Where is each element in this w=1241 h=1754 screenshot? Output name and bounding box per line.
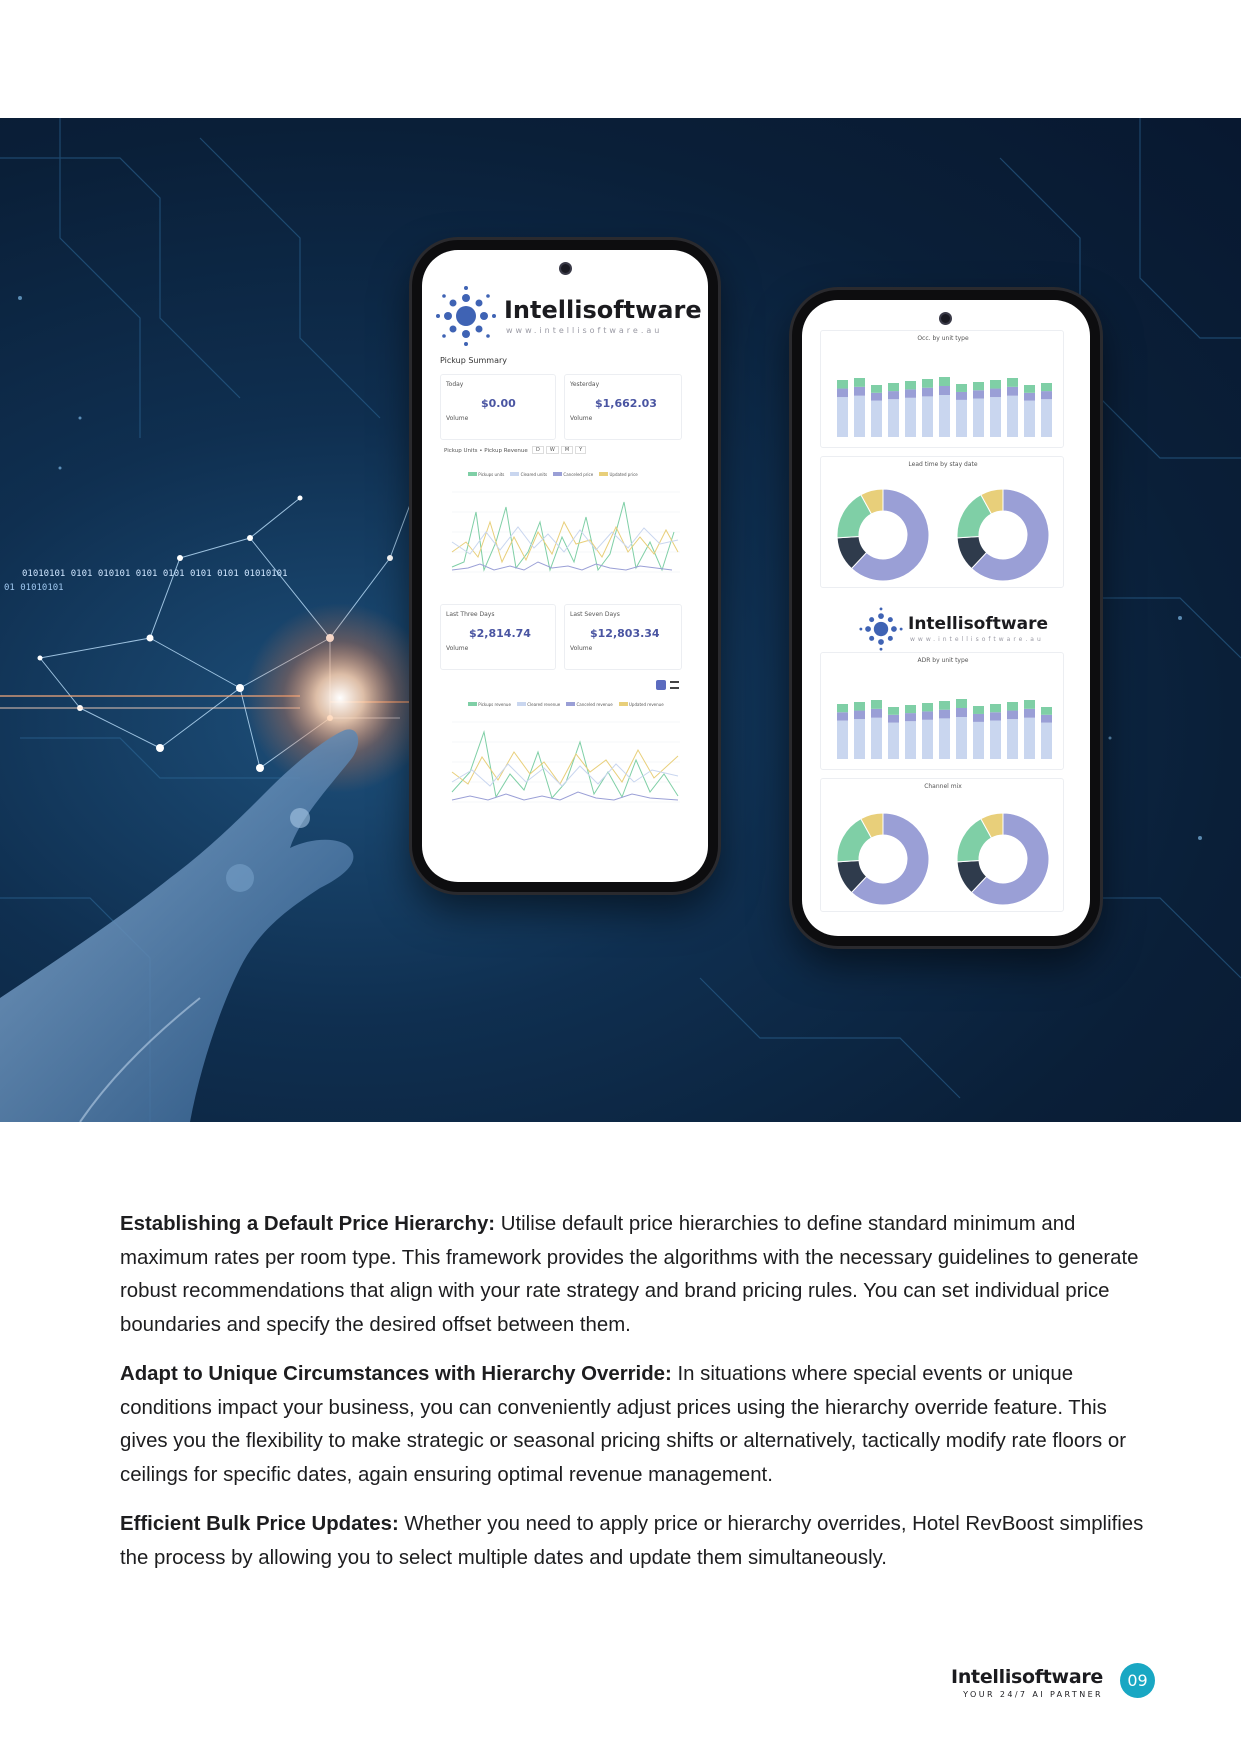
lead-time-chart-card bbox=[820, 456, 1064, 588]
bar-segment bbox=[905, 389, 916, 397]
paragraph-bulk-updates bbox=[120, 1508, 1150, 1575]
bar-segment bbox=[1007, 387, 1018, 396]
footer-brand bbox=[951, 1666, 1103, 1699]
legend-item: Pickups revenue bbox=[468, 702, 511, 707]
bar-segment bbox=[922, 720, 933, 759]
bar-segment bbox=[1007, 396, 1018, 437]
legend-item: Updated price bbox=[599, 472, 638, 477]
pickup-line-chart bbox=[440, 482, 690, 592]
bar-segment bbox=[1041, 723, 1052, 759]
chart1-legend bbox=[468, 472, 638, 477]
binary-text: 01010101 0101 010101 0101 0101 0101 0101 01010101 bbox=[22, 569, 288, 579]
bar-segment bbox=[973, 714, 984, 722]
legend-item: Canceled price bbox=[553, 472, 593, 477]
bar-segment bbox=[922, 711, 933, 719]
today-label: Today bbox=[446, 381, 464, 388]
channel-mix-donuts bbox=[829, 809, 1057, 909]
bar-segment bbox=[939, 386, 950, 395]
bar-segment bbox=[973, 390, 984, 398]
heading-default-hierarchy: Establishing a Default Price Hierarchy: bbox=[120, 1213, 496, 1235]
bar-segment bbox=[854, 719, 865, 759]
occ-chart-title: Occ. by unit type bbox=[917, 335, 969, 342]
bar-segment bbox=[1041, 383, 1052, 391]
bar-segment bbox=[1041, 715, 1052, 723]
bar-segment bbox=[1041, 399, 1052, 437]
bar-segment bbox=[1007, 378, 1018, 387]
seven-days-value: $12,803.34 bbox=[590, 627, 660, 640]
seven-days-label: Last Seven Days bbox=[570, 611, 620, 618]
camera-icon bbox=[939, 312, 952, 325]
bar-segment bbox=[956, 717, 967, 759]
chart1-title: Pickup Units • Pickup Revenue bbox=[444, 448, 528, 454]
chart-view-icon[interactable] bbox=[656, 680, 666, 690]
bar-segment bbox=[1041, 391, 1052, 399]
bar-segment bbox=[1024, 700, 1035, 709]
bar-segment bbox=[939, 395, 950, 437]
occ-chart-card bbox=[820, 330, 1064, 448]
footer-brand-name: Intellisoftware bbox=[951, 1666, 1103, 1688]
bar-segment bbox=[837, 712, 848, 720]
bar-segment bbox=[956, 392, 967, 400]
tab-week[interactable]: W bbox=[546, 446, 559, 454]
tab-year[interactable]: Y bbox=[575, 446, 586, 454]
body-text bbox=[120, 1208, 1150, 1591]
phone-mockup-left bbox=[412, 240, 718, 892]
adr-chart-card bbox=[820, 652, 1064, 770]
bar-segment bbox=[1041, 707, 1052, 715]
bar-segment bbox=[922, 379, 933, 388]
bar-segment bbox=[871, 718, 882, 759]
bar-segment bbox=[956, 384, 967, 392]
three-days-sub: Volume bbox=[446, 645, 469, 652]
lead-time-chart-title: Lead time by stay date bbox=[908, 461, 978, 468]
bar-segment bbox=[990, 397, 1001, 437]
text-bulk-updates: Whether you need to apply price or hierarchy overrides, Hotel RevBoost simplifies the process by allowing you to select multiple dates and update them simultaneously. bbox=[120, 1513, 1144, 1569]
bar-segment bbox=[854, 396, 865, 437]
bar-segment bbox=[1024, 718, 1035, 759]
bar-segment bbox=[973, 382, 984, 390]
yesterday-label: Yesterday bbox=[570, 381, 600, 388]
page-number-badge: 09 bbox=[1120, 1663, 1155, 1698]
yesterday-sub: Volume bbox=[570, 415, 593, 422]
bar-segment bbox=[939, 377, 950, 386]
text-default-hierarchy: Utilise default price hierarchies to define standard minimum and maximum rates per room type. This framework provides the algorithms with the necessary guidelines to generate robust recommendations that align with your rate strategy and brand pricing rules. You can set individual price boundaries and specify the desired offset between them. bbox=[120, 1213, 1139, 1336]
brand-url: www.intellisoftware.au bbox=[506, 326, 663, 335]
section-title: Pickup Summary bbox=[440, 356, 508, 365]
bar-segment bbox=[1024, 401, 1035, 437]
bar-segment bbox=[854, 387, 865, 396]
revenue-line-chart bbox=[440, 712, 690, 822]
phone-right-screen bbox=[802, 300, 1090, 936]
today-value: $0.00 bbox=[481, 397, 516, 410]
bar-segment bbox=[990, 704, 1001, 712]
bar-segment bbox=[871, 393, 882, 401]
legend-item: Pickups units bbox=[468, 472, 504, 477]
bar-segment bbox=[1024, 393, 1035, 401]
legend-item: Updated revenue bbox=[619, 702, 664, 707]
heading-bulk-updates: Efficient Bulk Price Updates: bbox=[120, 1513, 399, 1535]
brand-name: Intellisoftware bbox=[504, 296, 702, 324]
bar-segment bbox=[905, 721, 916, 759]
adr-bar-chart bbox=[827, 677, 1059, 767]
bar-segment bbox=[871, 385, 882, 393]
bar-segment bbox=[888, 715, 899, 723]
bar-segment bbox=[837, 721, 848, 760]
bar-segment bbox=[1007, 711, 1018, 720]
yesterday-value: $1,662.03 bbox=[595, 397, 657, 410]
camera-icon bbox=[559, 262, 572, 275]
bar-segment bbox=[973, 722, 984, 759]
heading-hierarchy-override: Adapt to Unique Circumstances with Hierarchy Override: bbox=[120, 1363, 672, 1385]
three-days-label: Last Three Days bbox=[446, 611, 495, 618]
bar-segment bbox=[956, 708, 967, 717]
three-days-value: $2,814.74 bbox=[469, 627, 531, 640]
phone-mockup-right bbox=[792, 290, 1100, 946]
bar-segment bbox=[1024, 709, 1035, 718]
legend-item: Cleared units bbox=[510, 472, 547, 477]
bar-segment bbox=[939, 718, 950, 759]
bar-segment bbox=[888, 707, 899, 715]
three-days-card bbox=[440, 604, 556, 670]
today-card bbox=[440, 374, 556, 440]
bar-segment bbox=[905, 398, 916, 437]
channel-mix-chart-card bbox=[820, 778, 1064, 912]
bar-segment bbox=[956, 699, 967, 708]
bar-segment bbox=[854, 378, 865, 387]
paragraph-default-hierarchy bbox=[120, 1208, 1150, 1342]
hero-image bbox=[0, 118, 1241, 1122]
robot-hand-graphic bbox=[0, 729, 358, 1122]
bar-segment bbox=[905, 713, 916, 721]
brand-name: Intellisoftware bbox=[908, 614, 1048, 634]
lead-time-donuts bbox=[829, 487, 1057, 585]
bar-segment bbox=[990, 712, 1001, 720]
bar-segment bbox=[939, 710, 950, 719]
bar-segment bbox=[837, 389, 848, 398]
bar-segment bbox=[973, 706, 984, 714]
bar-segment bbox=[922, 396, 933, 437]
seven-days-sub: Volume bbox=[570, 645, 593, 652]
bar-segment bbox=[837, 380, 848, 389]
bar-segment bbox=[990, 389, 1001, 398]
bar-segment bbox=[888, 399, 899, 437]
tab-month[interactable]: M bbox=[561, 446, 573, 454]
bar-segment bbox=[905, 381, 916, 389]
chart2-legend bbox=[468, 702, 664, 707]
phone-left-screen bbox=[422, 250, 708, 882]
bar-segment bbox=[871, 700, 882, 709]
intellisoftware-logo-icon bbox=[858, 606, 904, 652]
bar-segment bbox=[854, 702, 865, 711]
text-hierarchy-override: In situations where special events or unique conditions impact your business, you can conveniently adjust prices using the hierarchy override feature. This gives you the flexibility to make strategic or seasonal pricing shifts or alternatively, tactically modify rate floors or ceilings for specific dates, again ensuring optimal revenue management. bbox=[120, 1363, 1126, 1486]
table-view-icon[interactable] bbox=[670, 681, 679, 689]
paragraph-hierarchy-override bbox=[120, 1358, 1150, 1492]
bar-segment bbox=[922, 703, 933, 711]
binary-text-2: 01 01010101 bbox=[4, 583, 64, 593]
adr-chart-title: ADR by unit type bbox=[917, 657, 969, 664]
seven-days-card bbox=[564, 604, 682, 670]
channel-mix-chart-title: Channel mix bbox=[924, 783, 962, 790]
legend-item: Cleared revenue bbox=[517, 702, 560, 707]
bar-segment bbox=[1024, 385, 1035, 393]
bar-segment bbox=[990, 380, 1001, 389]
footer-tagline: YOUR 24/7 AI PARTNER bbox=[963, 1690, 1103, 1699]
bar-segment bbox=[837, 397, 848, 437]
bar-segment bbox=[837, 704, 848, 712]
bar-segment bbox=[956, 400, 967, 437]
bar-segment bbox=[854, 711, 865, 720]
bar-segment bbox=[888, 723, 899, 759]
bar-segment bbox=[939, 701, 950, 710]
bar-segment bbox=[922, 388, 933, 397]
bar-segment bbox=[871, 709, 882, 718]
bar-segment bbox=[905, 705, 916, 713]
bar-segment bbox=[888, 383, 899, 391]
chart1-period-tabs bbox=[532, 446, 586, 454]
intellisoftware-logo-icon bbox=[434, 284, 498, 348]
legend-item: Canceled revenue bbox=[566, 702, 612, 707]
today-sub: Volume bbox=[446, 415, 469, 422]
bar-segment bbox=[990, 721, 1001, 760]
bar-segment bbox=[888, 391, 899, 399]
bar-segment bbox=[1007, 702, 1018, 711]
bar-segment bbox=[871, 401, 882, 437]
yesterday-card bbox=[564, 374, 682, 440]
brand-url: www.intellisoftware.au bbox=[910, 636, 1044, 643]
bar-segment bbox=[973, 399, 984, 438]
tab-day[interactable]: D bbox=[532, 446, 544, 454]
occ-bar-chart bbox=[827, 355, 1059, 445]
bar-segment bbox=[1007, 719, 1018, 759]
